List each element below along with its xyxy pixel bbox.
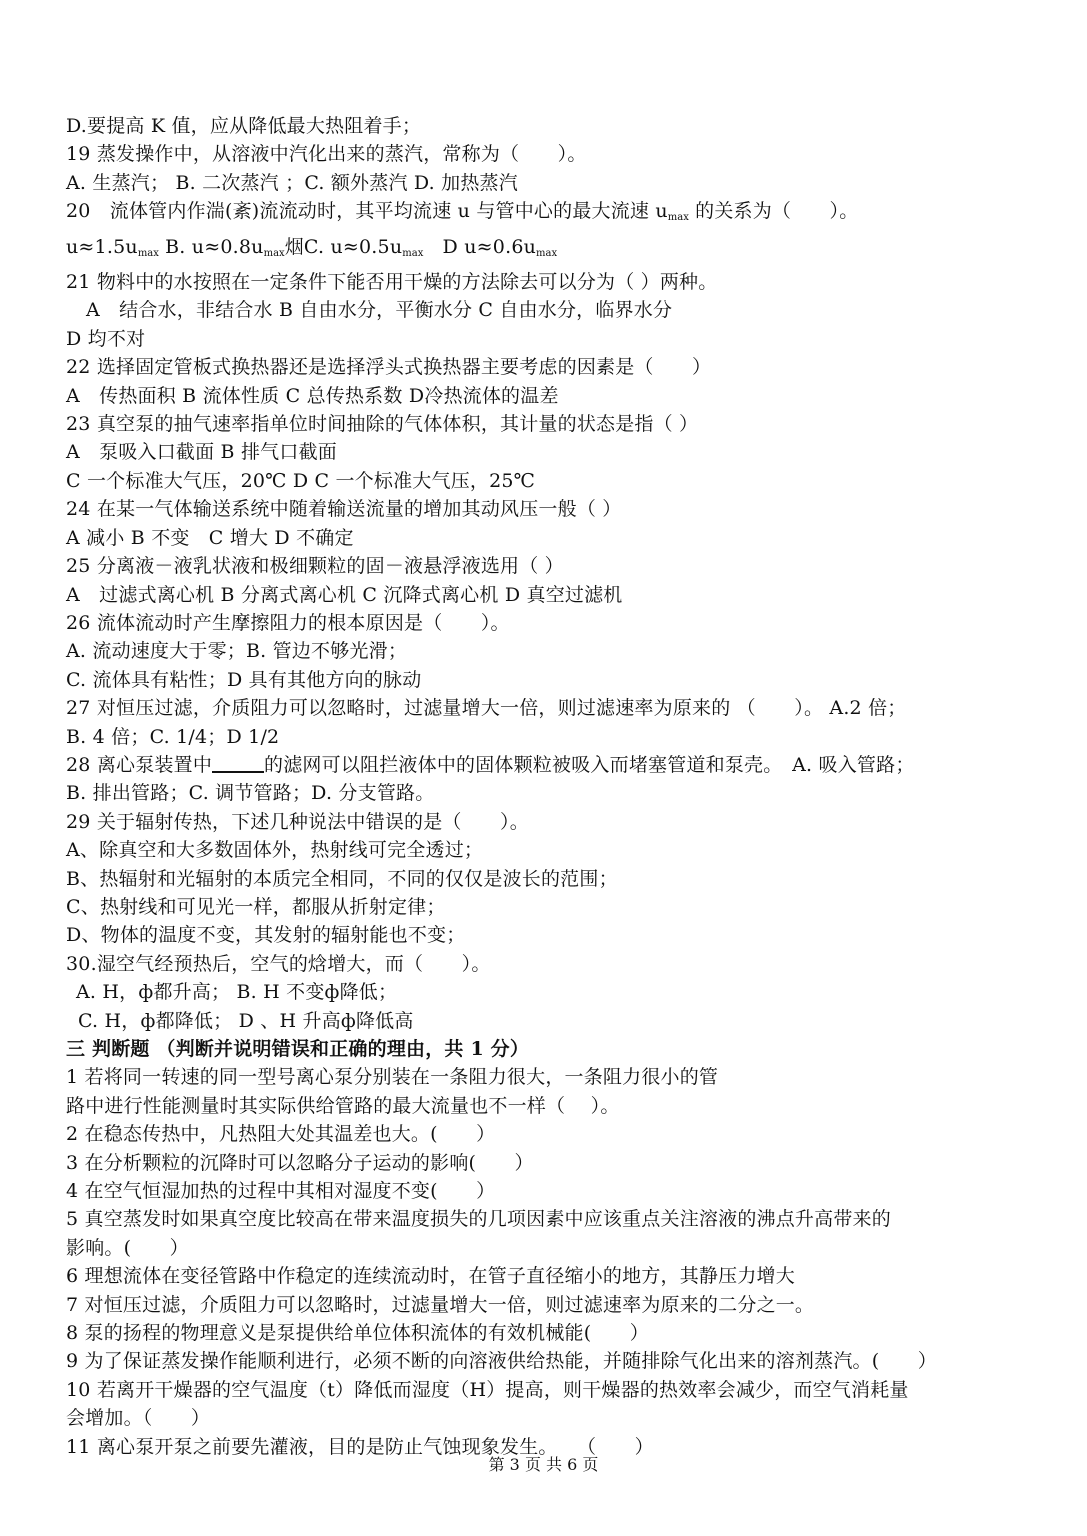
question-20: 20 流体管内作湍(紊)流流动时，其平均流速 u 与管中心的最大流速 $u_{max}$ 的关系为（ ）。	[66, 200, 859, 224]
judge-10: 10 若离开干燥器的空气温度（t）降低而湿度（H）提高，则干燥器的热效率会减少，而空气消耗量	[66, 1378, 909, 1401]
question-21-options: A 结合水，非结合水 B 自由水分，平衡水分 C 自由水分，临界水分	[86, 299, 673, 322]
question-20-options: $u\approx 1.5u_{max}$ B. $u\approx 0.8u_{max}$烟C. $u\approx 0.5u_{max}$ D $u\approx 0.6u_{max}$	[66, 235, 558, 259]
text-line: D.要提高 K 值，应从降低最大热阻着手；	[66, 115, 422, 137]
question-22-options: A 传热面积 B 流体性质 C 总传热系数 D冷热流体的温差	[66, 384, 559, 407]
question-23-options-cont: C 一个标准大气压，20℃ D C 一个标准大气压，25℃	[66, 469, 536, 492]
question-25-options: A 过滤式离心机 B 分离式离心机 C 沉降式离心机 D 真空过滤机	[66, 583, 623, 606]
question-29-option-b: B、热辐射和光辐射的本质完全相同，不同的仅仅是波长的范围；	[66, 867, 618, 890]
page-footer: 第 3 页 共 6 页	[488, 1455, 599, 1474]
document-page	[66, 112, 1056, 1461]
question-19: 19 蒸发操作中，从溶液中汽化出来的蒸汽，常称为（ ）。	[66, 143, 587, 166]
question-23: 23 真空泵的抽气速率指单位时间抽除的气体体积，其计量的状态是指（ ）	[66, 413, 699, 436]
question-26-options: A. 流动速度大于零；B. 管边不够光滑；	[66, 640, 408, 663]
question-21-options-cont: D 均不对	[66, 327, 146, 350]
section-heading: 三 判断题 （判断并说明错误和正确的理由，共 1 分）	[66, 1038, 530, 1060]
question-28: 28 离心泵装置中 的滤网可以阻拦液体中的固体颗粒被吸入而堵塞管道和泵壳。 A. 吸入管路；	[66, 753, 915, 776]
judge-5: 5 真空蒸发时如果真空度比较高在带来温度损失的几项因素中应该重点关注溶液的沸点升高带来的	[66, 1208, 891, 1231]
question-29-option-a: A、除真空和大多数固体外，热射线可完全透过；	[66, 839, 484, 862]
question-30-options: A. H，ф都升高； B. H 不变ф降低；	[76, 981, 398, 1004]
question-23-options: A 泵吸入口截面 B 排气口截面	[66, 441, 337, 464]
question-26-options-cont: C. 流体具有粘性；D 具有其他方向的脉动	[66, 668, 422, 691]
question-19-options: A. 生蒸汽； B. 二次蒸汽 ；C. 额外蒸汽 D. 加热蒸汽	[66, 171, 518, 194]
question-29: 29 关于辐射传热，下述几种说法中错误的是（ ）。	[66, 810, 529, 833]
judge-7: 7 对恒压过滤，介质阻力可以忽略时，过滤量增大一倍，则过滤速率为原来的二分之一。	[66, 1293, 815, 1316]
judge-11: 11 离心泵开泵之前要先灌液，目的是防止气蚀现象发生。 （ ）	[66, 1435, 654, 1458]
fill-blank	[212, 755, 264, 773]
question-27: 27 对恒压过滤，介质阻力可以忽略时，过滤量增大一倍，则过滤速率为原来的 （ ）。 A.2 倍；	[66, 697, 907, 720]
judge-3: 3 在分析颗粒的沉降时可以忽略分子运动的影响( ）	[66, 1151, 534, 1174]
judge-1-cont: 路中进行性能测量时其实际供给管路的最大流量也不一样（ ）。	[66, 1094, 620, 1117]
judge-8: 8 泵的扬程的物理意义是泵提供给单位体积流体的有效机械能( ）	[66, 1322, 649, 1345]
question-27-options: B. 4 倍；C. 1/4；D 1/2	[66, 725, 280, 748]
judge-4: 4 在空气恒湿加热的过程中其相对湿度不变( ）	[66, 1180, 496, 1203]
judge-6: 6 理想流体在变径管路中作稳定的连续流动时，在管子直径缩小的地方，其静压力增大	[66, 1265, 795, 1288]
question-30: 30.湿空气经预热后，空气的焓增大，而（ ）。	[66, 952, 491, 975]
judge-5-cont: 影响。( ）	[66, 1236, 189, 1259]
question-21: 21 物料中的水按照在一定条件下能否用干燥的方法除去可以分为（ ）两种。	[66, 271, 718, 294]
question-26: 26 流体流动时产生摩擦阻力的根本原因是（ ）。	[66, 611, 510, 634]
question-29-option-d: D、物体的温度不变，其发射的辐射能也不变；	[66, 924, 466, 947]
question-22: 22 选择固定管板式换热器还是选择浮头式换热器主要考虑的因素是（ ）	[66, 356, 712, 379]
judge-10-cont: 会增加。（ ）	[66, 1407, 211, 1430]
question-28-options: B. 排出管路；C. 调节管路；D. 分支管路。	[66, 782, 435, 805]
judge-1: 1 若将同一转速的同一型号离心泵分别装在一条阻力很大，一条阻力很小的管	[66, 1066, 719, 1089]
question-29-option-c: C、热射线和可见光一样，都服从折射定律；	[66, 895, 446, 918]
question-24-options: A 减小 B 不变 C 增大 D 不确定	[66, 526, 354, 549]
judge-9: 9 为了保证蒸发操作能顺利进行，必须不断的向溶液供给热能，并随排除气化出来的溶剂蒸汽。( ）	[66, 1350, 937, 1373]
question-24: 24 在某一气体输送系统中随着输送流量的增加其动风压一般（ ）	[66, 498, 622, 521]
judge-2: 2 在稳态传热中，凡热阻大处其温差也大。( ）	[66, 1123, 496, 1146]
question-30-options-cont: C. H，ф都降低； D 、H 升高ф降低高	[78, 1009, 414, 1032]
question-25: 25 分离液－液乳状液和极细颗粒的固－液悬浮液选用（ ）	[66, 555, 564, 578]
